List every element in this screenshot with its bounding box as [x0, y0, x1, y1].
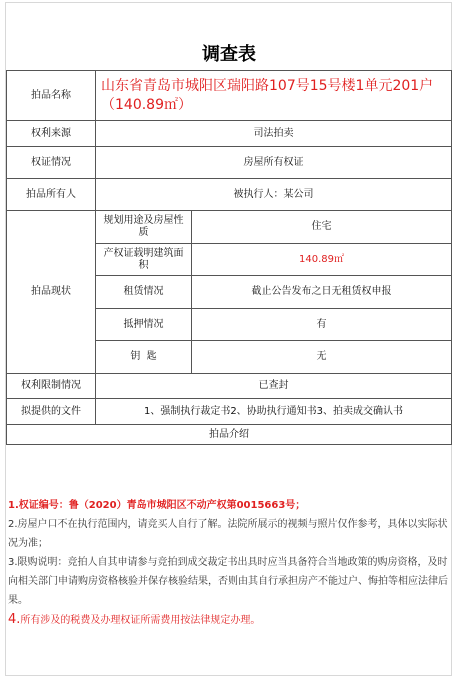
status-lease-label: 租赁情况 [96, 276, 192, 309]
intro-line-1: 1.权证编号：鲁（2020）青岛市城阳区不动产权第0015663号； [8, 500, 306, 511]
rights-source-value: 司法拍卖 [96, 121, 452, 147]
row-documents [7, 399, 452, 425]
intro-header: 拍品介绍 [7, 425, 452, 445]
restriction-value: 已查封 [96, 374, 452, 399]
row-intro-header [7, 425, 452, 445]
intro-line-4-number: 4. [8, 612, 21, 627]
row-owner [7, 179, 452, 211]
certificate-label: 权证情况 [7, 147, 96, 179]
documents-label: 拟提供的文件 [7, 399, 96, 425]
status-area-value: 140.89㎡ [192, 244, 452, 276]
owner-value: 被执行人：某公司 [96, 179, 452, 211]
status-mortgage-value: 有 [192, 309, 452, 341]
status-mortgage-label: 抵押情况 [96, 309, 192, 341]
row-certificate [7, 147, 452, 179]
item-name-label: 拍品名称 [7, 71, 96, 121]
documents-value: 1、强制执行裁定书2、协助执行通知书3、拍卖成交确认书 [96, 399, 452, 425]
status-lease-value: 截止公告发布之日无租赁权申报 [192, 276, 452, 309]
status-usage-value: 住宅 [192, 211, 452, 244]
rights-source-label: 权利来源 [7, 121, 96, 147]
intro-line-4 [8, 610, 448, 630]
status-key-label: 钥 匙 [96, 341, 192, 374]
item-name-value: 山东省青岛市城阳区瑞阳路107号15号楼1单元201户（140.89㎡） [96, 71, 452, 121]
survey-table [6, 70, 452, 445]
status-usage-label: 规划用途及房屋性质 [96, 211, 192, 244]
status-area-label: 产权证载明建筑面积 [96, 244, 192, 276]
row-rights-source [7, 121, 452, 147]
intro-body [8, 496, 448, 630]
row-status-usage [7, 211, 452, 244]
intro-line-4-text: 所有涉及的税费及办理权证所需费用按法律规定办理。 [20, 615, 261, 626]
certificate-value: 房屋所有权证 [96, 147, 452, 179]
intro-line-3: 3.限购说明：竞拍人自其申请参与竞拍到成交裁定书出具时应当具备符合当地政策的购房资格，及时向相关部门申请购房资格核验并保存核验结果，否则由其自行承担房产不能过户、悔拍等相应法律后果。 [8, 557, 448, 606]
page-title: 调查表 [202, 44, 256, 65]
row-item-name [7, 71, 452, 121]
status-key-value: 无 [192, 341, 452, 374]
restriction-label: 权利限制情况 [7, 374, 96, 399]
row-restriction [7, 374, 452, 399]
status-label: 拍品现状 [7, 211, 96, 374]
owner-label: 拍品所有人 [7, 179, 96, 211]
intro-line-2: 2.房屋户口不在执行范围内，请竞买人自行了解。法院所展示的视频与照片仅作参考，具体以实际状况为准； [8, 519, 448, 549]
